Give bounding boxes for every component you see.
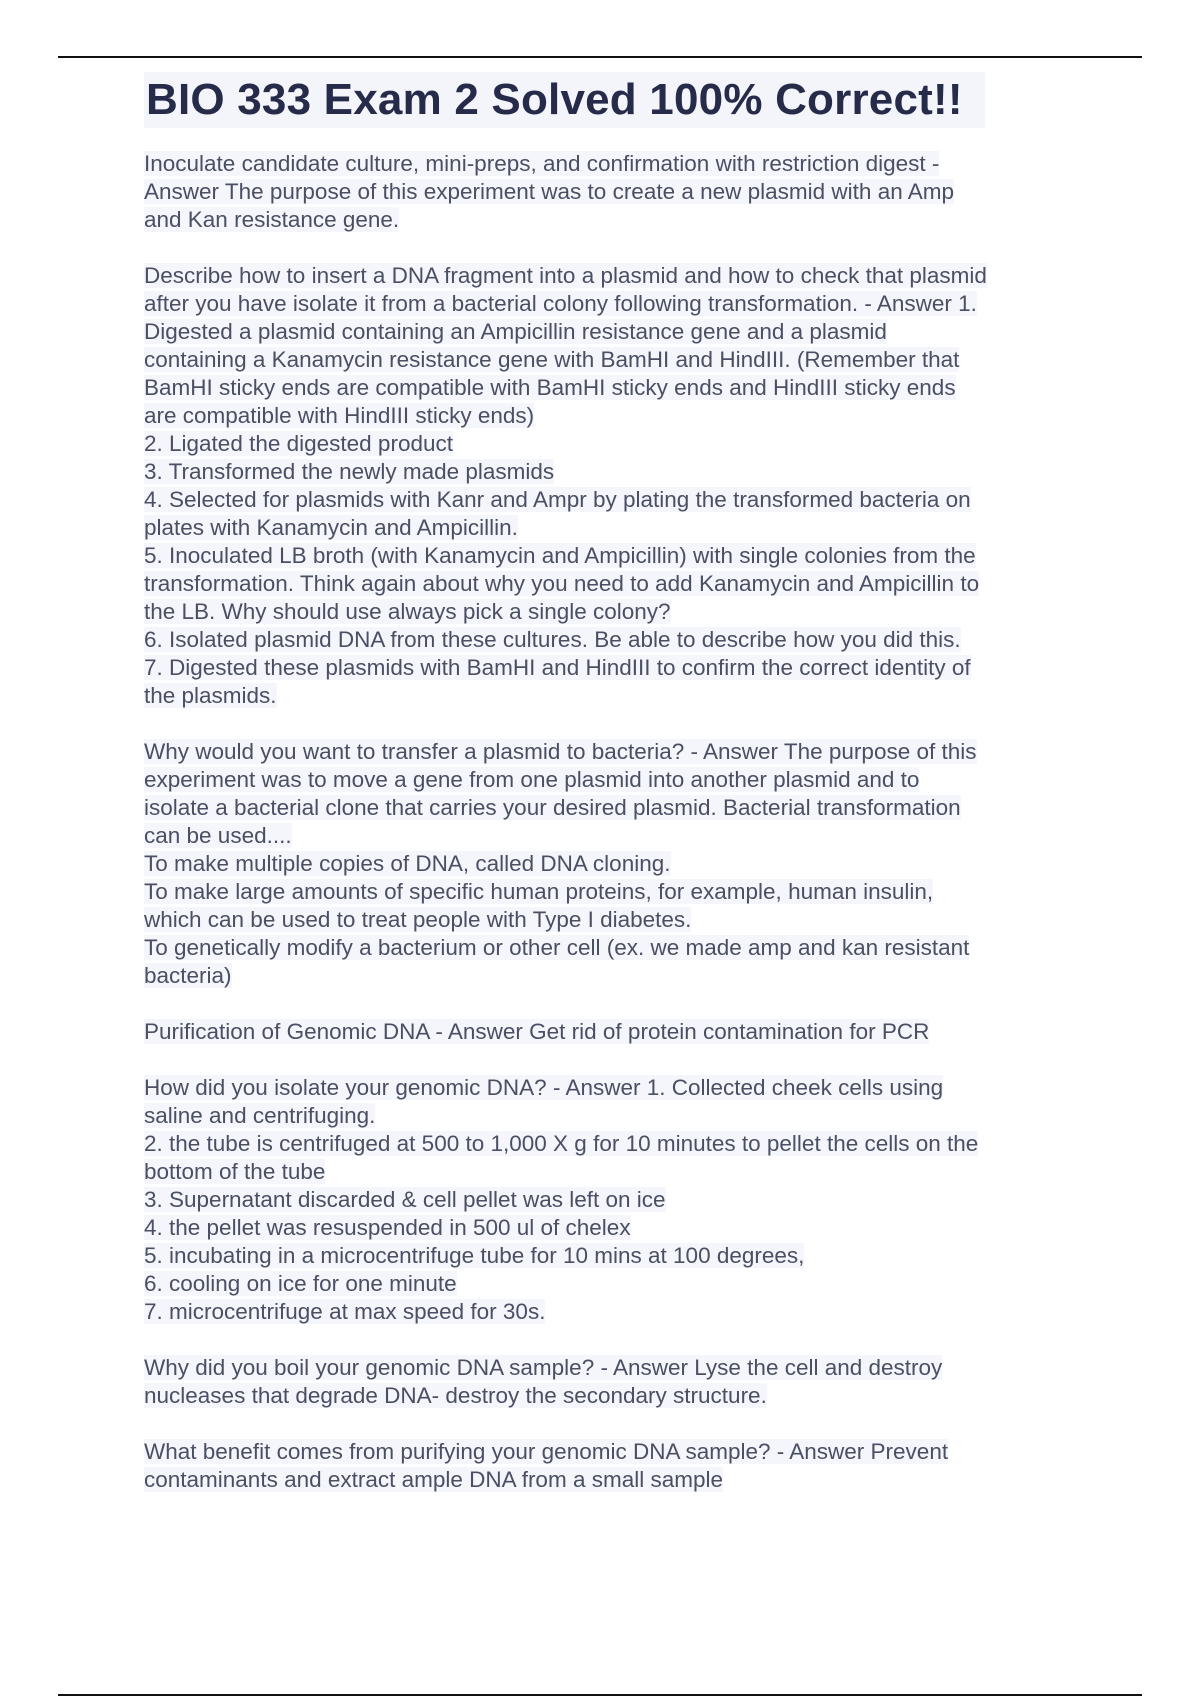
qa-line bbox=[144, 1074, 1056, 1102]
qa-line-text: 3. Supernatant discarded & cell pellet was left on ice bbox=[144, 1187, 666, 1212]
qa-line bbox=[144, 1242, 1056, 1270]
qa-line-text: plates with Kanamycin and Ampicillin. bbox=[144, 515, 518, 540]
qa-line-text: containing a Kanamycin resistance gene with BamHI and HindIII. (Remember that bbox=[144, 347, 960, 372]
qa-line-text: 7. Digested these plasmids with BamHI and HindIII to confirm the correct identity of bbox=[144, 655, 971, 680]
qa-line bbox=[144, 1270, 1056, 1298]
qa-entry bbox=[144, 738, 1056, 990]
qa-line-text: 5. Inoculated LB broth (with Kanamycin and Ampicillin) with single colonies from the bbox=[144, 543, 976, 568]
qa-line bbox=[144, 290, 1056, 318]
qa-line bbox=[144, 1018, 1056, 1046]
qa-line-text: To genetically modify a bacterium or other cell (ex. we made amp and kan resistant bbox=[144, 935, 970, 960]
qa-line bbox=[144, 1214, 1056, 1242]
qa-line-text: transformation. Think again about why you need to add Kanamycin and Ampicillin to bbox=[144, 571, 980, 596]
qa-entry bbox=[144, 1018, 1056, 1046]
qa-line bbox=[144, 262, 1056, 290]
qa-line-text: BamHI sticky ends are compatible with BamHI sticky ends and HindIII sticky ends bbox=[144, 375, 956, 400]
qa-line-text: bottom of the tube bbox=[144, 1159, 326, 1184]
qa-line bbox=[144, 1438, 1056, 1466]
qa-line-text: bacteria) bbox=[144, 963, 232, 988]
qa-entry bbox=[144, 1354, 1056, 1410]
qa-line-text: isolate a bacterial clone that carries your desired plasmid. Bacterial transformation bbox=[144, 795, 961, 820]
qa-line bbox=[144, 822, 1056, 850]
qa-line-text: Answer The purpose of this experiment was to create a new plasmid with an Amp bbox=[144, 179, 954, 204]
qa-line bbox=[144, 374, 1056, 402]
qa-line bbox=[144, 934, 1056, 962]
qa-line bbox=[144, 906, 1056, 934]
qa-line-text: Why would you want to transfer a plasmid to bacteria? - Answer The purpose of this bbox=[144, 739, 977, 764]
qa-line bbox=[144, 1354, 1056, 1382]
qa-list bbox=[144, 150, 1056, 1494]
qa-line bbox=[144, 654, 1056, 682]
document-body bbox=[144, 72, 1056, 1522]
qa-line-text: 4. Selected for plasmids with Kanr and Ampr by plating the transformed bacteria on bbox=[144, 487, 971, 512]
qa-line-text: the LB. Why should use always pick a single colony? bbox=[144, 599, 671, 624]
qa-line bbox=[144, 1102, 1056, 1130]
qa-line-text: 7. microcentrifuge at max speed for 30s. bbox=[144, 1299, 546, 1324]
qa-line-text: can be used.... bbox=[144, 823, 292, 848]
qa-line bbox=[144, 430, 1056, 458]
qa-line bbox=[144, 794, 1056, 822]
qa-line bbox=[144, 1130, 1056, 1158]
qa-line-text: To make large amounts of specific human proteins, for example, human insulin, bbox=[144, 879, 934, 904]
qa-line-text: Inoculate candidate culture, mini-preps, and confirmation with restriction digest - bbox=[144, 151, 940, 176]
qa-line bbox=[144, 318, 1056, 346]
qa-line-text: To make multiple copies of DNA, called DNA cloning. bbox=[144, 851, 671, 876]
qa-line-text: What benefit comes from purifying your genomic DNA sample? - Answer Prevent bbox=[144, 1439, 949, 1464]
qa-entry bbox=[144, 262, 1056, 710]
qa-line-text: the plasmids. bbox=[144, 683, 277, 708]
qa-line bbox=[144, 1466, 1056, 1494]
qa-line-text: Describe how to insert a DNA fragment into a plasmid and how to check that plasmid bbox=[144, 263, 987, 288]
qa-line-text: 2. the tube is centrifuged at 500 to 1,000 X g for 10 minutes to pellet the cells on the bbox=[144, 1131, 979, 1156]
qa-line-text: which can be used to treat people with Type I diabetes. bbox=[144, 907, 692, 932]
qa-line-text: Purification of Genomic DNA - Answer Get rid of protein contamination for PCR bbox=[144, 1019, 930, 1044]
qa-line bbox=[144, 346, 1056, 374]
qa-line bbox=[144, 598, 1056, 626]
qa-line-text: 4. the pellet was resuspended in 500 ul of chelex bbox=[144, 1215, 631, 1240]
qa-line bbox=[144, 1382, 1056, 1410]
qa-line-text: and Kan resistance gene. bbox=[144, 207, 400, 232]
qa-line bbox=[144, 458, 1056, 486]
bottom-rule bbox=[58, 1694, 1142, 1696]
qa-line bbox=[144, 1298, 1056, 1326]
qa-line-text: 2. Ligated the digested product bbox=[144, 431, 453, 456]
qa-entry bbox=[144, 150, 1056, 234]
qa-entry bbox=[144, 1438, 1056, 1494]
qa-line-text: 6. Isolated plasmid DNA from these cultures. Be able to describe how you did this. bbox=[144, 627, 961, 652]
qa-line bbox=[144, 514, 1056, 542]
qa-line bbox=[144, 1186, 1056, 1214]
qa-line-text: saline and centrifuging. bbox=[144, 1103, 376, 1128]
qa-line-text: experiment was to move a gene from one plasmid into another plasmid and to bbox=[144, 767, 920, 792]
qa-line bbox=[144, 402, 1056, 430]
qa-line bbox=[144, 486, 1056, 514]
qa-entry bbox=[144, 1074, 1056, 1326]
qa-line-text: Digested a plasmid containing an Ampicillin resistance gene and a plasmid bbox=[144, 319, 887, 344]
qa-line bbox=[144, 570, 1056, 598]
qa-line-text: 3. Transformed the newly made plasmids bbox=[144, 459, 555, 484]
qa-line-text: 6. cooling on ice for one minute bbox=[144, 1271, 457, 1296]
qa-line bbox=[144, 962, 1056, 990]
qa-line-text: nucleases that degrade DNA- destroy the secondary structure. bbox=[144, 1383, 767, 1408]
qa-line bbox=[144, 542, 1056, 570]
qa-line-text: How did you isolate your genomic DNA? - Answer 1. Collected cheek cells using bbox=[144, 1075, 944, 1100]
document-title: BIO 333 Exam 2 Solved 100% Correct!! bbox=[144, 72, 985, 128]
qa-line-text: contaminants and extract ample DNA from a small sample bbox=[144, 1467, 723, 1492]
qa-line bbox=[144, 626, 1056, 654]
qa-line-text: Why did you boil your genomic DNA sample? - Answer Lyse the cell and destroy bbox=[144, 1355, 943, 1380]
qa-line bbox=[144, 682, 1056, 710]
qa-line bbox=[144, 738, 1056, 766]
qa-line-text: 5. incubating in a microcentrifuge tube for 10 mins at 100 degrees, bbox=[144, 1243, 805, 1268]
qa-line-text: after you have isolate it from a bacterial colony following transformation. - Answer 1. bbox=[144, 291, 977, 316]
qa-line bbox=[144, 850, 1056, 878]
qa-line bbox=[144, 1158, 1056, 1186]
qa-line bbox=[144, 178, 1056, 206]
qa-line-text: are compatible with HindIII sticky ends) bbox=[144, 403, 535, 428]
top-rule bbox=[58, 56, 1142, 58]
qa-line bbox=[144, 766, 1056, 794]
qa-line bbox=[144, 206, 1056, 234]
qa-line bbox=[144, 878, 1056, 906]
qa-line bbox=[144, 150, 1056, 178]
